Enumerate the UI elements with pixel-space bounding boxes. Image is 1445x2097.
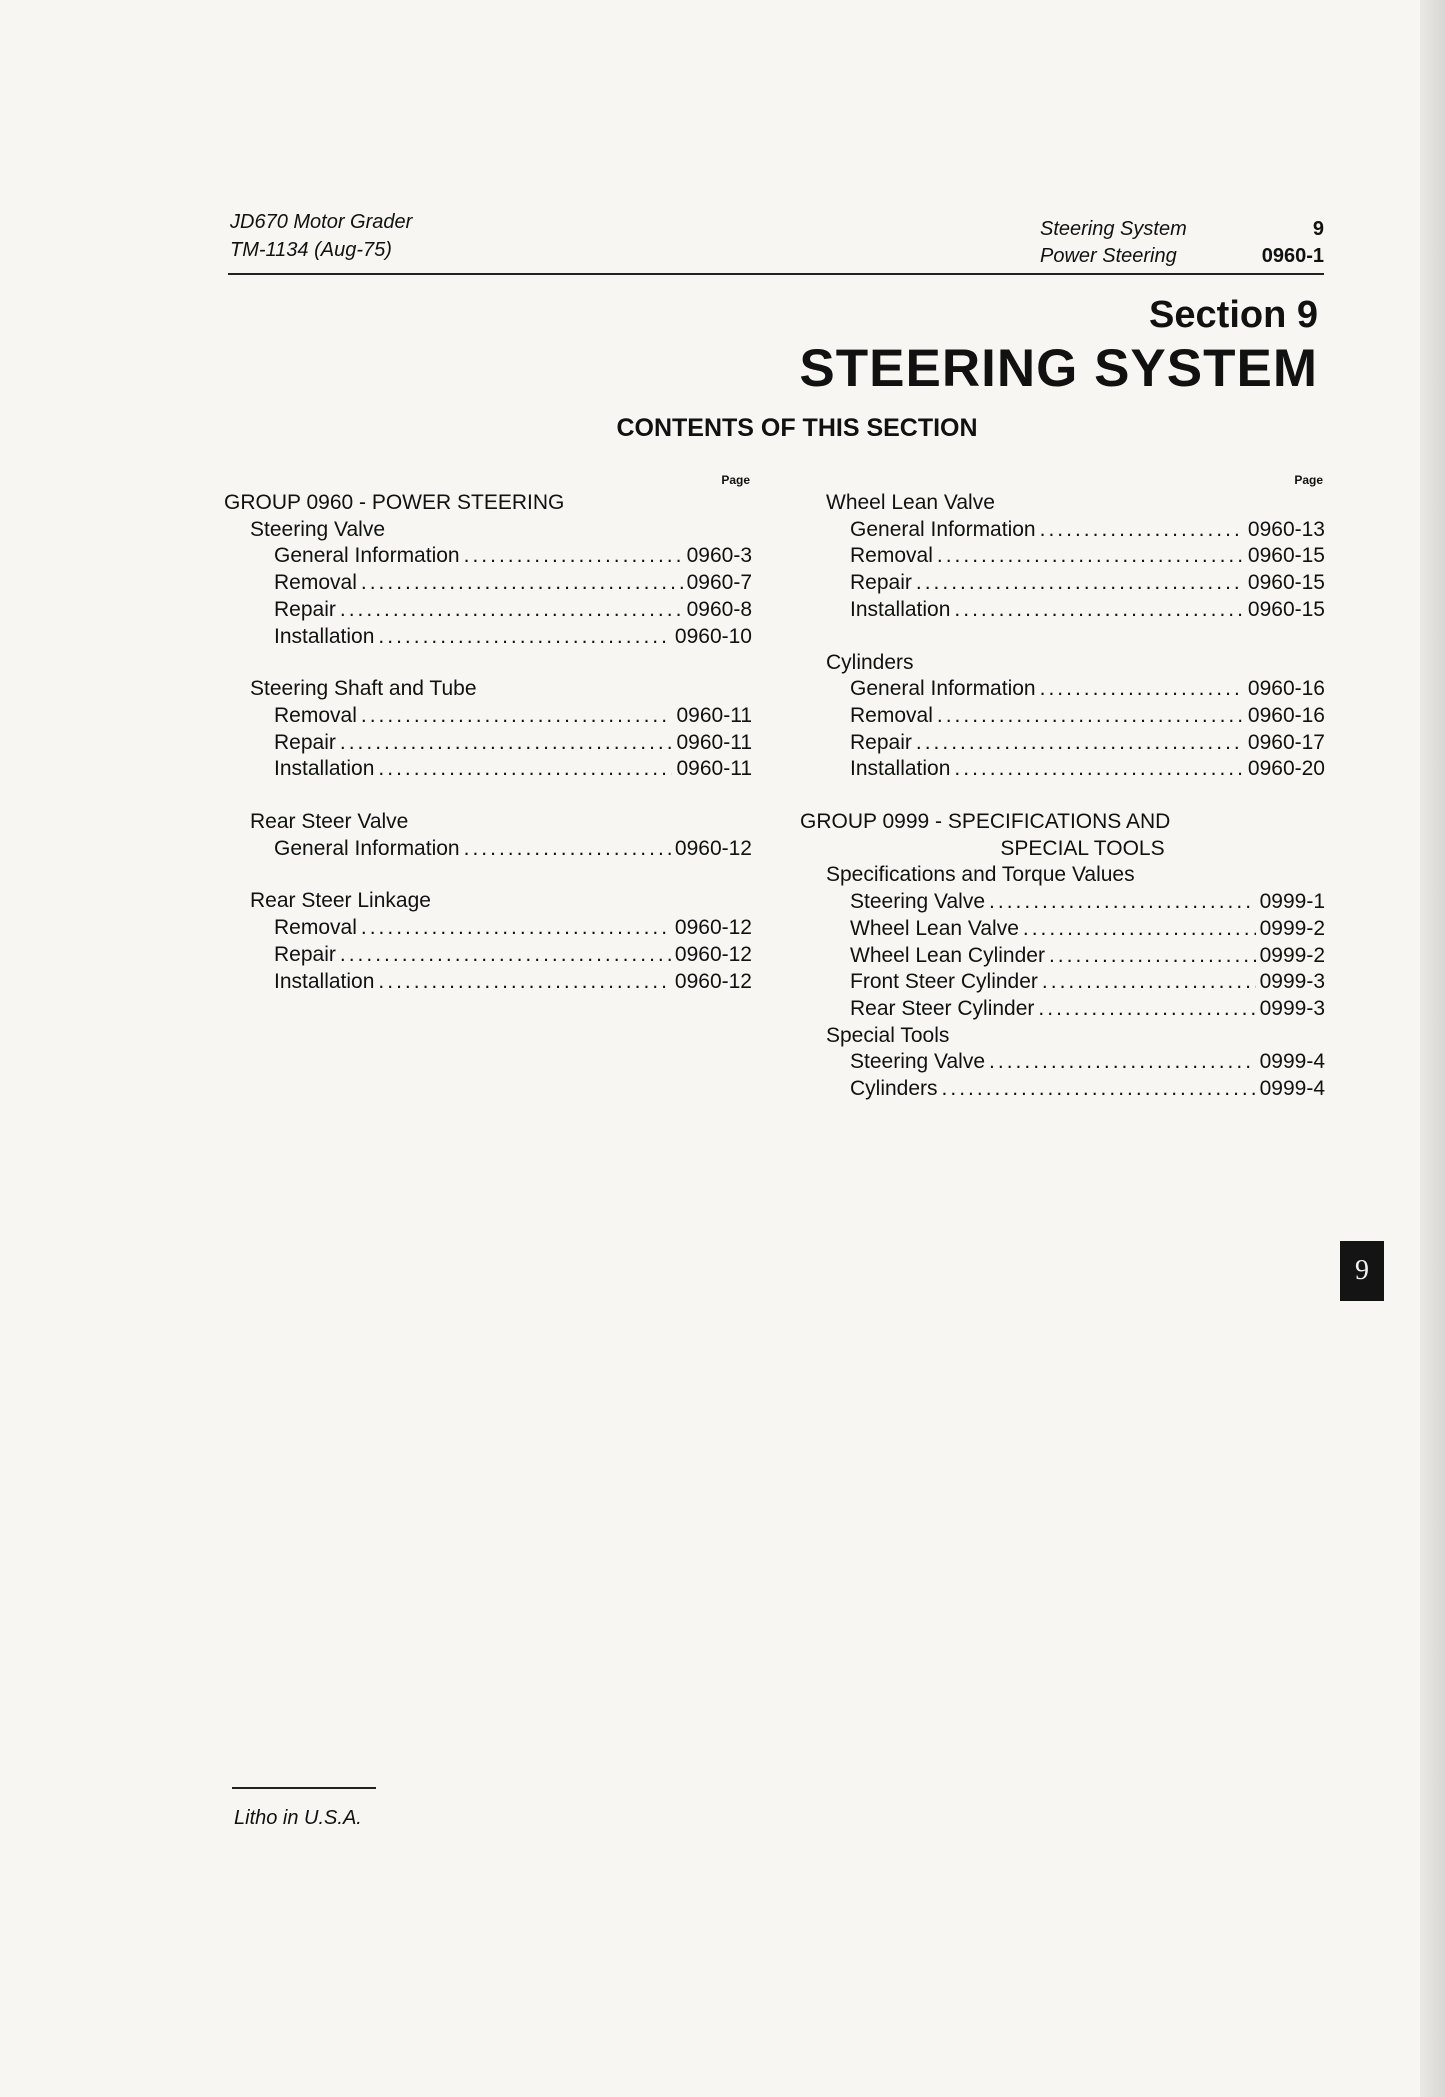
leader-dots xyxy=(989,889,1256,916)
leader-dots xyxy=(1040,676,1244,703)
toc-entry[interactable] xyxy=(800,943,1325,970)
toc-entry-label: Steering Valve xyxy=(850,890,986,914)
toc-entry[interactable] xyxy=(800,517,1325,544)
toc-entry-label: Removal xyxy=(274,916,357,940)
leader-dots xyxy=(378,756,672,783)
leader-dots xyxy=(954,597,1244,624)
leader-dots xyxy=(464,836,671,863)
leader-dots xyxy=(916,570,1244,597)
page-column-label: Page xyxy=(1294,473,1323,487)
toc-entry-page: 0999-2 xyxy=(1259,916,1325,940)
toc-entry[interactable] xyxy=(224,624,752,651)
toc-entry-page: 0960-11 xyxy=(676,757,752,781)
leader-dots xyxy=(340,597,683,624)
toc-entry[interactable] xyxy=(224,756,752,783)
footer-printing-note: Litho in U.S.A. xyxy=(234,1807,362,1829)
leader-dots xyxy=(937,703,1244,730)
sub-heading-rear-steer-linkage: Rear Steer Linkage xyxy=(250,889,431,913)
toc-entry-page: 0960-3 xyxy=(686,544,752,568)
toc-entry-page: 0960-11 xyxy=(676,703,752,727)
toc-entry[interactable] xyxy=(800,969,1325,996)
toc-entry-page: 0960-12 xyxy=(674,836,752,860)
toc-entry-page: 0960-8 xyxy=(686,597,752,621)
toc-entry-page: 0960-15 xyxy=(1247,597,1325,621)
contents-title: CONTENTS OF THIS SECTION xyxy=(616,414,978,442)
toc-entry-label: Removal xyxy=(850,703,933,727)
toc-entry-page: 0960-12 xyxy=(674,916,752,940)
header-right-row-1 xyxy=(1030,216,1324,243)
page-column-label: Page xyxy=(721,473,750,487)
toc-entry-page: 0960-12 xyxy=(674,969,752,993)
toc-entry-label: Rear Steer Cylinder xyxy=(850,996,1035,1020)
page-edge-shadow xyxy=(1420,0,1445,2097)
toc-entry[interactable] xyxy=(800,889,1325,916)
toc-entry-label: Repair xyxy=(850,571,912,595)
toc-entry[interactable] xyxy=(800,916,1325,943)
section-tab-marker: 9 xyxy=(1340,1241,1384,1301)
header-model: JD670 Motor Grader xyxy=(230,211,413,233)
toc-entry-page: 0960-15 xyxy=(1247,571,1325,595)
leader-dots xyxy=(361,570,683,597)
spacer xyxy=(224,783,752,809)
spacer xyxy=(224,650,752,676)
toc-entry[interactable] xyxy=(224,942,752,969)
toc-entry-page: 0960-17 xyxy=(1247,730,1325,754)
toc-entry-label: General Information xyxy=(850,517,1036,541)
header-subsystem-name: Power Steering xyxy=(1040,245,1177,267)
toc-entry[interactable] xyxy=(800,1076,1325,1103)
toc-entry-page: 0999-4 xyxy=(1259,1050,1325,1074)
toc-entry-label: Removal xyxy=(274,571,357,595)
toc-entry-label: General Information xyxy=(274,836,460,860)
leader-dots xyxy=(1042,969,1256,996)
sub-heading-steering-valve: Steering Valve xyxy=(250,517,386,541)
group-heading-0999-line2: SPECIAL TOOLS xyxy=(1000,836,1165,860)
leader-dots xyxy=(361,703,673,730)
leader-dots xyxy=(340,730,673,757)
leader-dots xyxy=(378,624,671,651)
toc-entry-label: General Information xyxy=(274,544,460,568)
leader-dots xyxy=(1049,943,1256,970)
toc-entry-label: Wheel Lean Valve xyxy=(850,916,1019,940)
sub-heading-special-tools: Special Tools xyxy=(826,1023,950,1047)
toc-entry-page: 0999-3 xyxy=(1259,996,1325,1020)
toc-entry[interactable] xyxy=(800,703,1325,730)
toc-entry[interactable] xyxy=(224,969,752,996)
sub-heading-cylinders: Cylinders xyxy=(826,650,914,674)
toc-entry-label: Wheel Lean Cylinder xyxy=(850,943,1045,967)
section-title: STEERING SYSTEM xyxy=(799,339,1318,398)
toc-entry-page: 0960-20 xyxy=(1247,757,1325,781)
toc-entry-page: 0960-10 xyxy=(674,624,752,648)
header-system-name: Steering System xyxy=(1040,218,1187,240)
footer-divider xyxy=(232,1787,376,1789)
section-number: Section 9 xyxy=(1149,294,1318,336)
toc-entry[interactable] xyxy=(224,730,752,757)
toc-entry-page: 0960-16 xyxy=(1247,703,1325,727)
toc-entry[interactable] xyxy=(224,597,752,624)
toc-entry[interactable] xyxy=(224,703,752,730)
group-heading-0960: GROUP 0960 - POWER STEERING xyxy=(224,491,565,514)
toc-entry[interactable] xyxy=(224,836,752,863)
toc-entry-label: Installation xyxy=(274,757,375,781)
leader-dots xyxy=(937,543,1244,570)
leader-dots xyxy=(1038,996,1255,1023)
spacer xyxy=(224,862,752,888)
contents-left-column xyxy=(224,470,752,995)
toc-entry-label: Installation xyxy=(850,757,951,781)
toc-entry-label: General Information xyxy=(850,677,1036,701)
toc-entry-label: Front Steer Cylinder xyxy=(850,970,1038,994)
toc-entry[interactable] xyxy=(800,730,1325,757)
toc-entry[interactable] xyxy=(800,543,1325,570)
header-right-row-2 xyxy=(1030,243,1324,270)
leader-dots xyxy=(916,730,1244,757)
header-page-number: 0960-1 xyxy=(1261,245,1324,267)
toc-entry-page: 0960-13 xyxy=(1247,517,1325,541)
toc-entry-label: Repair xyxy=(850,730,912,754)
header-manual-number: TM-1134 (Aug-75) xyxy=(230,239,392,261)
group-heading-0999 xyxy=(800,809,1325,862)
toc-entry-page: 0999-2 xyxy=(1259,943,1325,967)
leader-dots xyxy=(954,756,1244,783)
header-section-number: 9 xyxy=(1312,218,1324,240)
toc-entry-label: Installation xyxy=(274,624,375,648)
toc-entry-label: Cylinders xyxy=(850,1077,938,1101)
header-right xyxy=(1030,216,1324,270)
toc-entry[interactable] xyxy=(800,597,1325,624)
header-divider xyxy=(228,273,1324,275)
sub-heading-rear-steer-valve: Rear Steer Valve xyxy=(250,810,409,834)
leader-dots xyxy=(340,942,671,969)
toc-entry-label: Steering Valve xyxy=(850,1050,986,1074)
leader-dots xyxy=(361,915,671,942)
toc-entry[interactable] xyxy=(800,570,1325,597)
toc-entry[interactable] xyxy=(800,756,1325,783)
leader-dots xyxy=(1023,916,1256,943)
toc-entry[interactable] xyxy=(224,570,752,597)
contents-right-column xyxy=(800,470,1325,1103)
toc-entry-page: 0999-3 xyxy=(1259,970,1325,994)
leader-dots xyxy=(1040,517,1244,544)
toc-entry-label: Installation xyxy=(850,597,951,621)
toc-entry-page: 0960-16 xyxy=(1247,677,1325,701)
toc-entry-page: 0960-7 xyxy=(686,571,752,595)
toc-entry[interactable] xyxy=(800,1049,1325,1076)
toc-entry-page: 0999-4 xyxy=(1259,1077,1325,1101)
leader-dots xyxy=(464,543,683,570)
spacer xyxy=(800,624,1325,650)
toc-entry[interactable] xyxy=(800,676,1325,703)
toc-entry-label: Repair xyxy=(274,597,336,621)
toc-entry-label: Repair xyxy=(274,730,336,754)
leader-dots xyxy=(942,1076,1256,1103)
toc-entry-label: Removal xyxy=(850,544,933,568)
toc-entry[interactable] xyxy=(224,915,752,942)
toc-entry[interactable] xyxy=(224,543,752,570)
toc-entry-page: 0999-1 xyxy=(1259,890,1325,914)
toc-entry-page: 0960-11 xyxy=(676,730,752,754)
toc-entry-label: Repair xyxy=(274,942,336,966)
leader-dots xyxy=(989,1049,1256,1076)
group-heading-0999-line1: GROUP 0999 - SPECIFICATIONS AND xyxy=(800,810,1171,834)
sub-heading-wheel-lean-valve: Wheel Lean Valve xyxy=(826,491,995,514)
toc-entry-label: Removal xyxy=(274,703,357,727)
toc-entry-label: Installation xyxy=(274,969,375,993)
sub-heading-specifications: Specifications and Torque Values xyxy=(826,863,1135,887)
toc-entry-page: 0960-15 xyxy=(1247,544,1325,568)
leader-dots xyxy=(378,969,671,996)
toc-entry-page: 0960-12 xyxy=(674,942,752,966)
spacer xyxy=(800,783,1325,809)
sub-heading-steering-shaft: Steering Shaft and Tube xyxy=(250,677,477,701)
header-left xyxy=(230,208,412,264)
toc-entry[interactable] xyxy=(800,996,1325,1023)
